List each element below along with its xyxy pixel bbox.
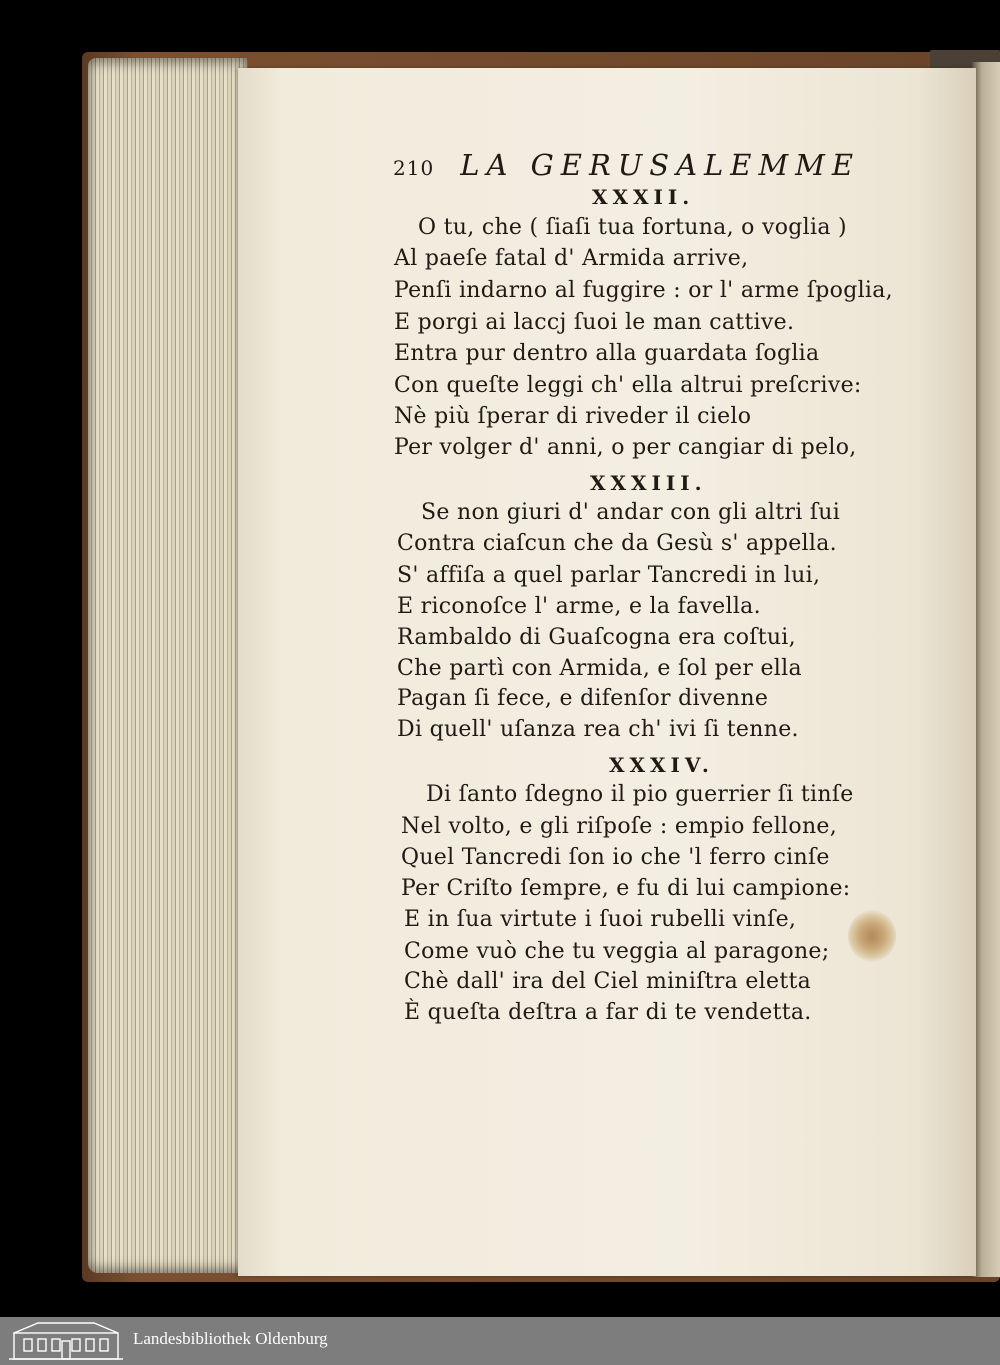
- verse-line: O tu, che ( ſiaſi tua fortuna, o voglia ): [418, 215, 847, 240]
- verse-line: Chè dall' ira del Ciel miniſtra eletta: [404, 969, 812, 994]
- verse-line: Penſi indarno al fuggire : or l' arme ſpoglia,: [394, 278, 893, 303]
- verse-line: Entra pur dentro alla guardata ſoglia: [394, 341, 820, 366]
- verse-line: S' affiſa a quel parlar Tancredi in lui,: [397, 563, 821, 588]
- verse-line: E riconoſce l' arme, e la favella.: [397, 594, 761, 619]
- verse-line: Di quell' uſanza rea ch' ivi ſi tenne.: [397, 717, 799, 742]
- verse-line: Che partì con Armida, e ſol per ella: [397, 656, 802, 681]
- verse-line: Rambaldo di Guaſcogna era coſtui,: [397, 625, 796, 650]
- verse-line: E in ſua virtute i ſuoi rubelli vinſe,: [404, 907, 797, 932]
- verse-line: Nel volto, e gli riſpoſe : empio fellone,: [401, 814, 838, 839]
- stanza-number: XXXII.: [592, 185, 695, 209]
- verse-line: Contra ciaſcun che da Gesù s' appella.: [397, 531, 837, 556]
- library-name: Landesbibliothek Oldenburg: [133, 1329, 328, 1348]
- library-building-icon: [8, 1319, 124, 1361]
- running-title: LA GERUSALEMME: [460, 148, 861, 182]
- verse-line: Al paeſe fatal d' Armida arrive,: [394, 246, 749, 271]
- verse-line: E porgi ai laccj ſuoi le man cattive.: [394, 310, 795, 335]
- verse-line: Per Criſto ſempre, e fu di lui campione:: [401, 876, 851, 901]
- running-head: [393, 148, 861, 182]
- stanza-number: XXXIII.: [590, 471, 707, 495]
- verse-line: Nè più ſperar di riveder il cielo: [394, 404, 752, 429]
- library-footer-bar: [0, 1317, 1000, 1365]
- verse-line: Con queſte leggi ch' ella altrui preſcrive:: [394, 373, 862, 398]
- verse-line: Pagan ſi fece, e difenſor divenne: [397, 686, 769, 711]
- stanza-number: XXXIV.: [609, 753, 714, 777]
- verse-line: Per volger d' anni, o per cangiar di pelo,: [394, 435, 857, 460]
- verse-line: Come vuò che tu veggia al paragone;: [404, 939, 830, 964]
- page-number: 210: [393, 156, 435, 180]
- verse-line: Di ſanto ſdegno il pio guerrier ſi tinſe: [426, 782, 854, 807]
- verse-line: È queſta deſtra a far di te vendetta.: [404, 1000, 812, 1025]
- verse-line: Se non giuri d' andar con gli altri ſui: [421, 500, 841, 525]
- verse-line: Quel Tancredi ſon io che 'l ferro cinſe: [401, 845, 830, 870]
